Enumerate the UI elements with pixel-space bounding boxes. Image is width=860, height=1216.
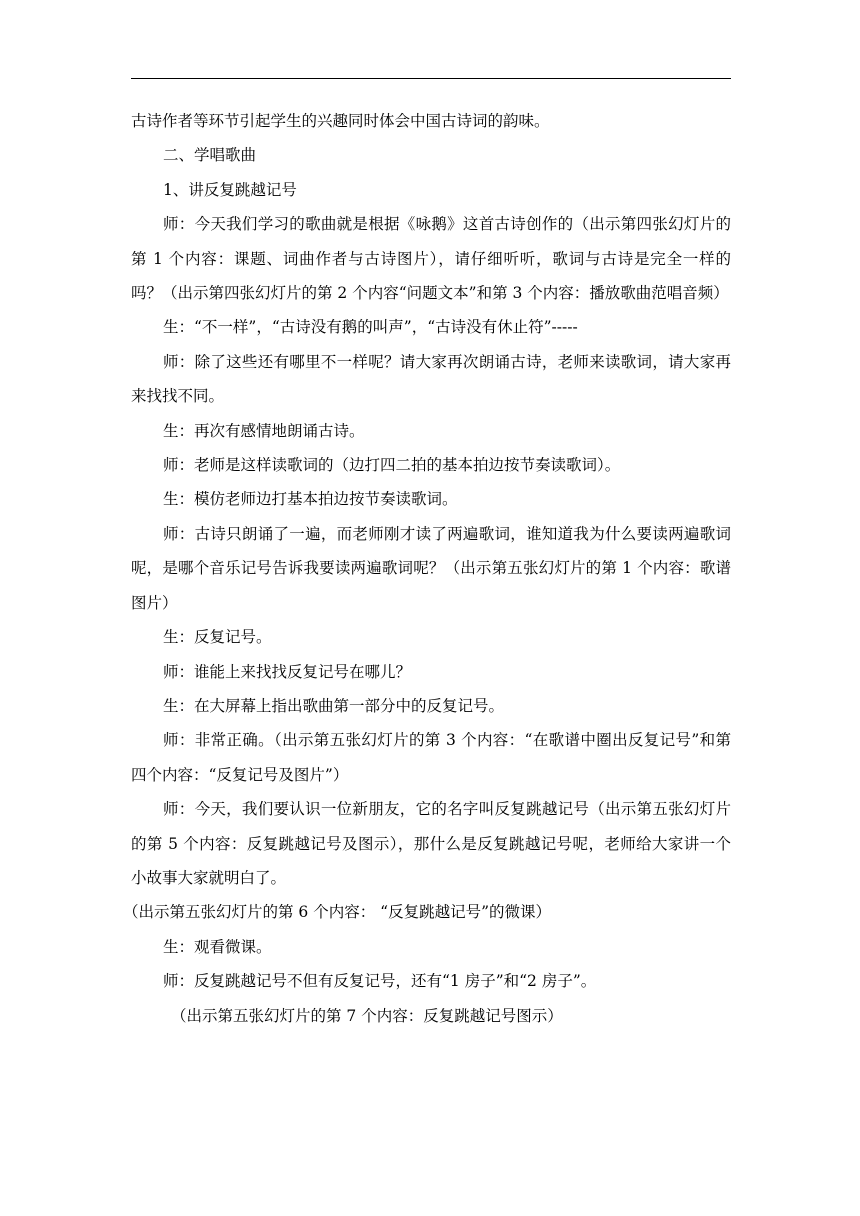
paragraph-p10: 生：反复记号。	[163, 628, 272, 647]
paragraph-p9: 师：古诗只朗诵了一遍，而老师刚才读了两遍歌词，谁知道我为什么要读两遍歌词呢，是哪个音乐记号告诉我要读两遍歌词呢？（出示第五张幻灯片的第 1 个内容：歌谱图片）	[131, 524, 731, 612]
paragraph-p12: 生：在大屏幕上指出歌曲第一部分中的反复记号。	[163, 696, 505, 715]
paragraph-p2: 1、讲反复跳越记号	[163, 180, 297, 199]
paragraph-p11: 师：谁能上来找找反复记号在哪儿？	[163, 662, 412, 681]
header-rule	[131, 78, 731, 79]
paragraph-p13: 师：非常正确。（出示第五张幻灯片的第 3 个内容：“在歌谱中圈出反复记号”和第四个内容：“反复记号及图片”）	[131, 731, 731, 784]
paragraph-p15: （出示第五张幻灯片的第 6 个内容： “反复跳越记号”的微课）	[123, 903, 551, 922]
paragraph-p18: （出示第五张幻灯片的第 7 个内容：反复跳越记号图示）	[171, 1006, 563, 1025]
paragraph-p16: 生：观看微课。	[163, 937, 272, 956]
paragraph-p0: 古诗作者等环节引起学生的兴趣同时体会中国古诗词的韵味。	[131, 112, 550, 130]
paragraph-p1: 二、学唱歌曲	[163, 146, 257, 165]
paragraph-p14: 师：今天，我们要认识一位新朋友，它的名字叫反复跳越记号（出示第五张幻灯片的第 5 个内容：反复跳越记号及图示），那什么是反复跳越记号呢，老师给大家讲一个小故事大家就明白了。	[131, 800, 731, 887]
document-body	[123, 104, 731, 1033]
paragraph-p3: 师：今天我们学习的歌曲就是根据《咏鹅》这首古诗创作的（出示第四张幻灯片的第 1 个内容：课题、词曲作者与古诗图片），请仔细听听，歌词与古诗是完全一样的吗？（出示第四张幻灯片的第 2 个内容“问题文本”和第 3 个内容：播放歌曲范唱音频）	[131, 215, 731, 303]
paragraph-p7: 师：老师是这样读歌词的（边打四二拍的基本拍边按节奏读歌词）。	[163, 456, 621, 475]
paragraph-p5: 师：除了这些还有哪里不一样呢？请大家再次朗诵古诗，老师来读歌词，请大家再来找找不同。	[131, 352, 731, 406]
paragraph-p8: 生：模仿老师边打基本拍边按节奏读歌词。	[163, 490, 458, 509]
paragraph-p4: 生：“不一样”，“古诗没有鹅的叫声”，“古诗没有休止符”-----	[163, 318, 578, 337]
paragraph-p6: 生：再次有感情地朗诵古诗。	[163, 421, 365, 440]
paragraph-p17: 师：反复跳越记号不但有反复记号，还有“1 房子”和“2 房子”。	[163, 972, 597, 991]
